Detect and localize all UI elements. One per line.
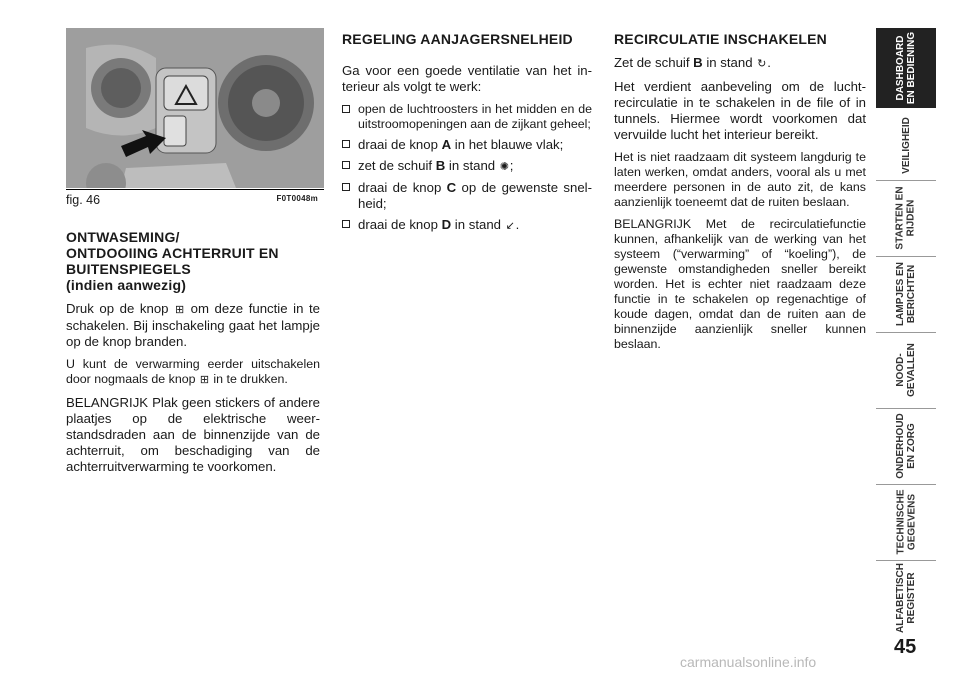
column-2 <box>342 31 592 239</box>
paragraph: Het verdient aanbeveling om de luchtrecirculatie in te schakelen in de file of in tunnels. Hiermee wordt voorkomen dat vervuilde lucht het interieur bereikt. <box>614 79 866 142</box>
section-heading-recirculation: RECIRCULATIE INSCHAKELEN <box>614 31 827 47</box>
paragraph: Ga voor een goede ventilatie van het interieur als volgt te werk: <box>342 63 592 94</box>
list-item: open de luchtroosters in het midden en de uitstroomopeningen aan de zijkant geheel; <box>342 102 592 132</box>
list-item: draai de knop A in het blauwe vlak; <box>342 137 592 153</box>
figure-label: fig. 46 <box>66 193 101 207</box>
paragraph: Zet de schuif B in stand ↻. <box>614 55 771 70</box>
tab-dashboard[interactable]: DASHBOARD EN BEDIENING <box>876 28 936 108</box>
tab-veiligheid[interactable]: VEILIGHEID <box>900 116 912 174</box>
fan-recirc-off-icon: ✺ <box>499 161 509 173</box>
watermark: carmanualsonline.info <box>680 654 817 670</box>
paragraph: U kunt de verwarming eerder uitschakelen door nogmaals de knop ⊞ in te drukken. <box>66 357 320 386</box>
tab-register[interactable]: ALFABETISCH REGISTER <box>895 563 917 633</box>
tab-technische[interactable]: TECHNISCHE GEGEVENS <box>895 489 918 555</box>
column-1 <box>66 229 320 482</box>
paragraph: BELANGRIJK Plak geen stickers of andere plaatjes op de elektrische weerstandsdraden aan de binnenzijde van de achterruit, om beschadiging van de achterruitverwarming te voorkomen. <box>66 395 320 474</box>
paragraph: Het is niet raadzaam dit systeem langdurig te laten werken, omdat anders, vooral als u met meerdere personen in de auto zit, de kans aanzienlijk toeneemt dat de ruiten beslaan. <box>614 150 866 209</box>
tab-noodgevallen[interactable]: NOOD- GEVALLEN <box>895 343 917 397</box>
dashboard-photo <box>66 28 324 188</box>
rear-defrost-icon: ⊞ <box>174 304 185 316</box>
list-item: draai de knop D in stand ↙. <box>342 217 592 234</box>
figure-caption <box>66 189 324 210</box>
recirculation-icon: ↻ <box>757 58 767 70</box>
rear-defrost-icon: ⊞ <box>199 374 210 386</box>
tab-starten[interactable]: STARTEN EN RIJDEN <box>895 186 917 250</box>
page-number: 45 <box>894 636 917 658</box>
foot-vent-icon: ↙ <box>505 220 515 232</box>
list-item: zet de schuif B in stand ✺; <box>342 158 592 175</box>
section-heading-fan: REGELING AANJAGERSNELHEID <box>342 31 573 47</box>
column-3 <box>614 31 866 359</box>
list-item: draai de knop C op de gewenste snelheid; <box>342 180 592 212</box>
section-heading-defrost: ONTWASEMING/ ONTDOOIING ACHTERRUIT EN BUITENSPIEGELS (indien aanwezig) <box>66 229 279 293</box>
paragraph: BELANGRIJK Met de recirculatiefunctie kunnen, afhankelijk van de werking van het systeem (“verwarming” of “koeling”), de gewenste omstandigheden sneller bereikt worden. Het is echter niet raadzaam deze functie in te schakelen op regenachtige of koude dagen, omdat dan de ruiten aan de binnenzijde aanzienlijk sneller kunnen beslaan. <box>614 217 866 351</box>
figure-code: F0T0048m <box>276 194 318 203</box>
tab-onderhoud[interactable]: ONDERHOUD EN ZORG <box>895 413 917 479</box>
paragraph: Druk op de knop ⊞ om deze functie in te schakelen. Bij inschakeling gaat het lampje op de knop branden. <box>66 301 320 349</box>
tab-lampjes[interactable]: LAMPJES EN BERICHTEN <box>895 262 917 326</box>
